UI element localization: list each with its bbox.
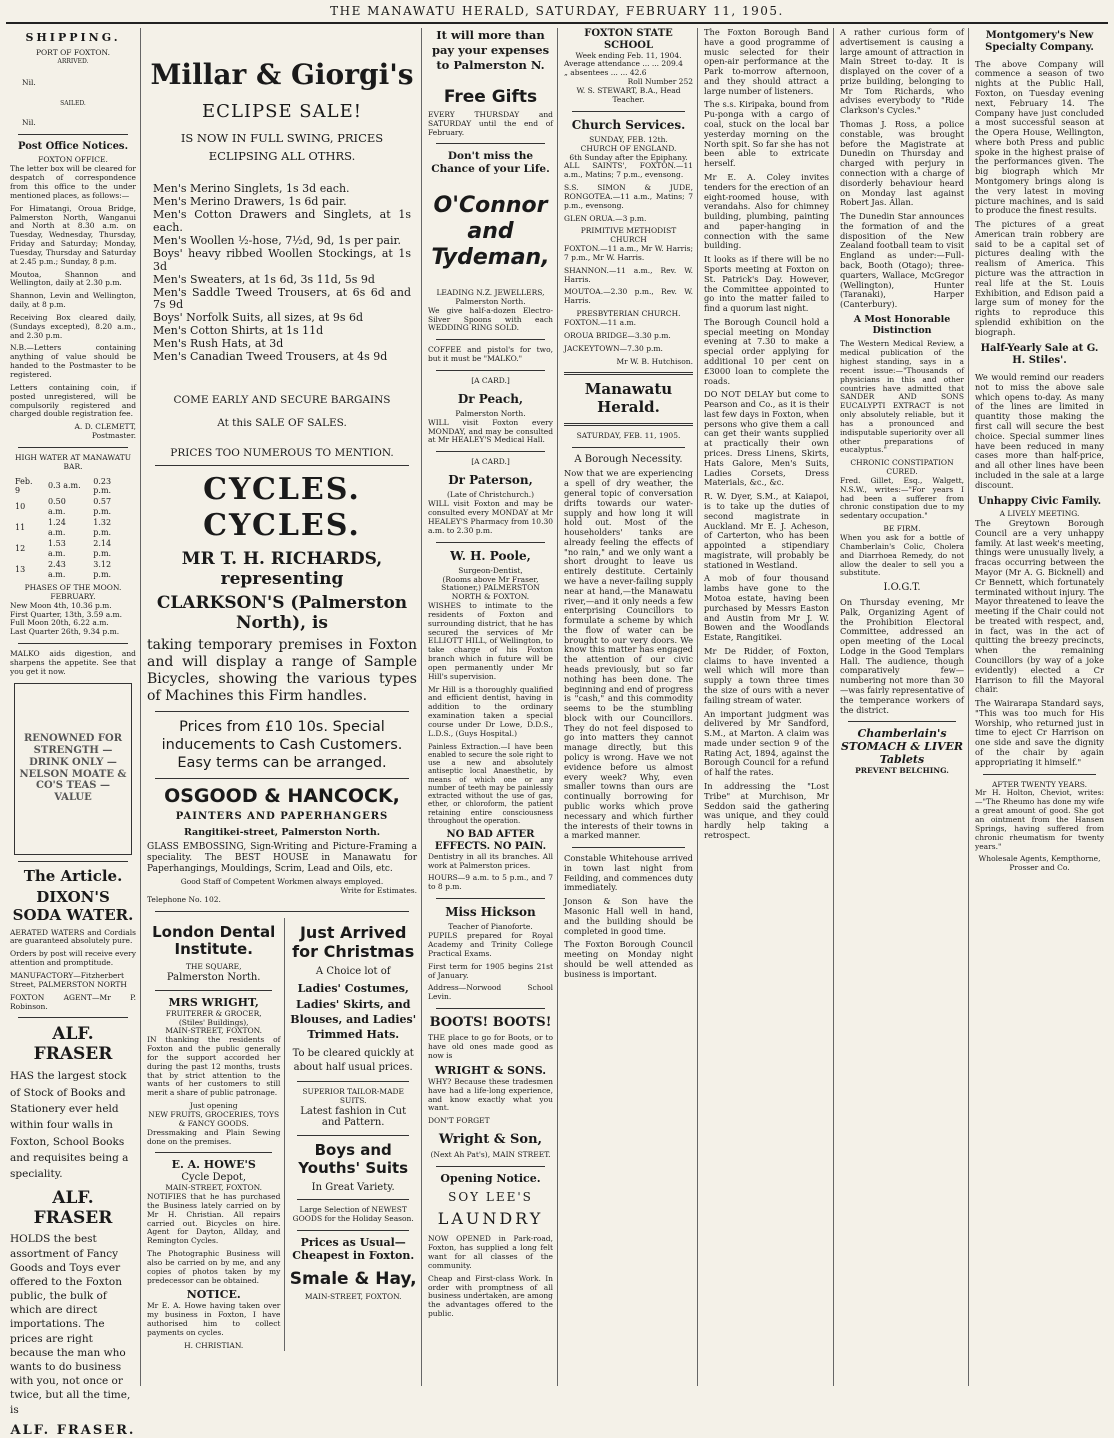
arrived-nil: Nil.	[22, 77, 36, 87]
sale-item: Boys' Norfolk Suits, all sizes, at 9s 6d	[153, 311, 364, 325]
editorial-heading: A Borough Necessity.	[574, 453, 683, 465]
iogt-heading: I.O.G.T.	[883, 582, 921, 594]
sailed-label: SAILED.	[60, 99, 86, 107]
sale-item: Men's Merino Drawers, 1s 6d pair.	[153, 194, 347, 208]
malko-ad: MALKO aids digestion, and sharpens the appetite. See that you get it now.	[10, 649, 136, 676]
sale-item: Men's Merino Singlets, 1s 3d each.	[153, 181, 350, 195]
wright-heading: MRS WRIGHT,	[168, 995, 259, 1009]
dr-peach-heading: Dr Peach,	[457, 391, 524, 406]
sale-items-list	[153, 183, 411, 365]
tide-cell: 12	[15, 543, 26, 553]
unhappy-heading: Unhappy Civic Family.	[977, 496, 1102, 508]
xmas-heading: Just Arrived for Christmas	[292, 922, 415, 961]
tide-row	[12, 518, 134, 537]
column-rule	[697, 28, 698, 1386]
tide-row	[12, 560, 134, 579]
tide-cell: 2.43 a.m.	[47, 560, 66, 579]
tide-row	[12, 539, 134, 558]
nelson-teas-stamp: RENOWNED FOR STRENGTH — DRINK ONLY — NELSON MOATE & CO'S TEAS — VALUE	[14, 683, 132, 855]
masthead: THE MANAWATU HERALD, SATURDAY, FEBRUARY 11, 1905.	[330, 4, 784, 18]
fraser-heading: ALF. FRASER	[33, 1024, 113, 1065]
tide-cell: 0.3 a.m.	[47, 481, 81, 491]
column-1: SHIPPING. PORT OF FOXTON. ARRIVED. Nil. SAILED. Nil. Post Office Notices. FOXTON OFFICE. The letter box will be cleared for despatch of correspondence from this office to the under mentioned places, as follows:— For Himatangi, Oroua Bridge, Palmerston North, Wanganui and North at 8.30 a.m. on Tuesday, Wednesday, Thursday, Friday and Saturday; Monday, Tuesday, Thursday and Saturday at 2.45 p.m.; Sunday, 8 p.m. Moutoa, Shannon and Wellington, daily at 2.30 p.m. Shannon, Levin and Wellington, daily, at 8 p.m. Receiving Box cleared daily, (Sundays excepted), 8.20 a.m., and 2.30 p.m. N.B.—Letters containing anything of value should be handed to the Postmaster to be registered. Letters containing coin, if posted unregistered, will be compulsorily registered and charged double registration fee. A. D. CLEMETT, Postmaster. HIGH WATER AT MANAWATU BAR. Feb. 9 0.3 a.m. 0.23 p.m. 10 0.50 a.m. 0.57 p.m. 11 1.24 a.m. 1.32 p.m. 12 1.53 a.m. 2.14 p.m. 13 2.43 a.m. 3.12 p.m. PHASES OF THE MOON. FEBRUARY. New Moon 4th, 10.36 p.m. First Quarter, 13th, 3.59 a.m. Full Moon 20th, 6.22 a.m. Last Quarter 26th, 9.34 p.m. MALKO aids digestion, and sharpens the appetite. See that you get it now. RENOWNED FOR STRENGTH — DRINK ONLY — NELSON MOATE & CO'S TEAS — VALUE The Article. DIXON'S SODA WATER. AERATED WATERS and Cordials are guaranteed absolutely pure. Orders by post will receive every attention and promptitude. MANUFACTORY—Fitzherbert Street, PALMERSTON NORTH FOXTON AGENT—Mr P. Robinson. ALF. FRASER HAS the largest stock of Stock of Books and Stationery ever held within four walls in Foxton, School Books and requisites being a speciality. ALF. FRASER HOLDS the best assortment of Fancy Goods and Toys ever offered to the Foxton public, the bulk of which are direct importations. The prices are right because the man who wants to do business with you, not once or twice, but all the time, is ALF. FRASER.	[10, 31, 136, 1438]
sale-item: Men's Cotton Shirts, at 1s 11d	[153, 324, 324, 338]
column-7: Montgomery's New Specialty Company. The above Company will commence a season of two nights at the Public Hall, Foxton, on Tuesday evening next, February 14. The Company have just concluded a most successful season at the Opera House, Wellington, where both Press and public spoke in the highest praise of the performances given. The big biograph which Mr Montgomery brings along is the very latest in moving picture machines, and is said to produce the finest results. The pictures of a great American train robbery are said to be a capital set of pictures dealing with the realism of America. This picture was the attraction in real life at the St. Louis Exhibition, and Edison paid a large sum of money for the rights to reproduce this splendid exhibition on the biograph. Half-Yearly Sale at G. H. Stiles'. We would remind our readers not to miss the above sale which opens to-day. As many of the lines are limited in quantity those making the first call will secure the best choice. Special summer lines have been reduced in many cases more than half-price, and all other lines have been included in the sale at a large discount. Unhappy Civic Family. A LIVELY MEETING. The Greytown Borough Council are a very unhappy family. At last week's meeting, things were unusually lively, a fracas occurring between the Mayor (Mr A. G. Bicknell) and Cr Bennett, which fortunately terminated without injury. The Mayor threatened to leave the meeting if the Chair could not be treated with respect, and, in fact, was in the act of quitting the breezy precincts, when the remaining Councillors (by way of a joke evidently) elected a Cr Harrison to fill the Mayoral chair. The Wairarapa Standard says, "This was too much for His Worship, who returned just in time to eject Cr Harrison on one side and save the dignity of the chair by again appropriating it himself." AFTER TWENTY YEARS. Mr H. Holton, Cheviot, writes:—"The Rheumo has done my wife a great amount of good. She got an ointment from the Hansen Springs, having suffered from chronic rheumatism for twenty years." Wholesale Agents, Kempthorne, Prosser and Co.	[975, 30, 1104, 873]
moon-phase-item: Full Moon 20th, 6.22 a.m.	[10, 618, 109, 628]
poole-heading: W. H. Poole,	[450, 548, 531, 563]
tide-cell: Feb. 9	[15, 476, 33, 496]
free-gifts-heading: Free Gifts	[443, 86, 538, 107]
column-3: It will more than pay your expenses to Palmerston N. Free Gifts EVERY THURSDAY and SATURDAY until the end of February. Don't miss the Chance of your Life. O'Connor and Tydeman, LEADING N.Z. JEWELLERS, Palmerston North. We give half-a-dozen Electro-Silver Spoons with each WEDDING RING SOLD. COFFEE and pistol's for two, but it must be "MALKO." [A CARD.] Dr Peach, Palmerston North. WILL visit Foxton every MONDAY, and may be consulted at Mr HEALEY'S Medical Hall. [A CARD.] Dr Paterson, (Late of Christchurch.) WILL visit Foxton and may be consulted every MONDAY at Mr HEALEY'S Pharmacy from 10.30 a.m. to 2.30 p.m. W. H. Poole, Surgeon-Dentist, (Rooms above Mr Fraser, Stationer,) PALMERSTON NORTH & FOXTON. WISHES to intimate to the residents of Foxton and surrounding district, that he has secured the services of Mr ELLIOTT HILL, of Wellington, to take charge of his Foxton branch which in future will be open permanently under Mr Hill's supervision. Mr Hill is a thoroughly qualified and efficient dentist, having in addition to the ordinary examination taken a special course under Dr Lowe, D.D.S., L.D.S., (Guys Hospital.) Painless Extraction.—I have been enabled to secure the sole right to use a new and absolutely antiseptic local Anaesthetic, by means of which one or any number of teeth may be painlessly extracted without the use of gas, ether, or chloroform, the patient retaining entire consciousness throughout the operation. NO BAD AFTER EFFECTS. NO PAIN. Dentistry in all its branches. All work at Palmerston prices. HOURS—9 a.m. to 5 p.m., and 7 to 8 p.m. Miss Hickson Teacher of Pianoforte. PUPILS prepared for Royal Academy and Trinity College Practical Exams. First term for 1905 begins 21st of January. Address—Norwood School Levin. BOOTS! BOOTS! THE place to go for Boots, or to have old ones made good as now is WRIGHT & SONS. WHY? Because these tradesmen have had a life-long experience, and know exactly what you want. DON'T FORGET Wright & Son, (Next Ah Pat's), MAIN STREET. Opening Notice. SOY LEE'S LAUNDRY NOW OPENED in Park-road, Foxton, has supplied a long felt want for all classes of the community. Cheap and First-class Work. In order with promptness of all business undertaken, are among the advantages offered to the public.	[428, 28, 553, 1319]
column-6: A rather curious form of advertisement is causing a large amount of attraction in Main Street to-day. It is displayed on the cover of a prize building, belonging to Mr Tom Richards, who advises everybody to "Ride Clarkson's Cycles." Thomas J. Ross, a police constable, was brought before the Magistrate at Dunedin on Thursday and charged with perjury in connection with a charge of disorderly behaviour heard on Monday last against Robert Jas. Allan. The Dunedin Star announces the formation of and the disposition of the New Zealand football team to visit England as under:—Full-back, Booth (Otago); three-quarters, Wallace, McGregor (Wellington), Hunter (Taranaki), Harper (Canterbury). A Most Honorable Distinction The Western Medical Review, a medical publication of the highest standing, says in a recent issue:—"Thousands of physicians in this and other countries have admitted that SANDER AND SONS EUCALYPTI EXTRACT is not only absolutely reliable, but it has a pronounced and indisputable superiority over all other preparations of eucalyptus." CHRONIC CONSTIPATION CURED. Fred. Gillet, Esq., Walgett, N.S.W., writes:—"For years I had been a sufferer from chronic constipation due to my sedentary occupation." BE FIRM. When you ask for a bottle of Chamberlain's Colic, Cholera and Diarrhoea Remedy, do not allow the dealer to sell you a substitute. I.O.G.T. On Thursday evening, Mr Palk, Organizing Agent of the Prohibition Electoral Committee, addressed an open meeting of the Local Lodge in the Good Templars Hall. The audience, though comparatively few—numbering not more than 30—was fairly representative of the temperance workers of the district. Chamberlain's STOMACH & LIVER Tablets PREVENT BELCHING.	[840, 27, 964, 776]
masthead-rule	[6, 22, 1108, 24]
tide-cell: 13	[15, 564, 26, 574]
moon-heading: PHASES OF THE MOON.	[24, 582, 122, 592]
tide-cell: 11	[15, 523, 26, 533]
sale-item: Men's Canadian Tweed Trousers, at 4s 9d	[153, 350, 388, 364]
howe-heading: E. A. HOWE'S	[171, 1158, 256, 1172]
moon-phase-item: Last Quarter 26th, 9.34 p.m.	[10, 627, 120, 637]
sailed-nil: Nil.	[22, 117, 36, 127]
edition-date: SATURDAY, FEB. 11, 1905.	[576, 430, 681, 440]
cycles-heading: CYCLES. CYCLES.	[203, 472, 361, 543]
sale-item: Men's Saddle Tweed Trousers, at 6s 6d and 7s 9d	[153, 285, 411, 312]
sale-item: Men's Rush Hats, at 3d	[153, 337, 284, 351]
tide-cell: 1.53 a.m.	[47, 539, 66, 558]
moon-phase-item: First Quarter, 13th, 3.59 a.m.	[10, 609, 123, 619]
tide-cell: 1.24 a.m.	[47, 518, 66, 537]
port-heading: PORT OF FOXTON.	[35, 47, 110, 57]
school-heading: FOXTON STATE SCHOOL	[584, 28, 673, 51]
column-rule	[421, 28, 422, 1386]
column-rule	[833, 28, 834, 1386]
tide-cell: 3.12 p.m.	[93, 560, 112, 579]
shipping-heading: SHIPPING.	[25, 31, 121, 44]
boots-heading: BOOTS! BOOTS!	[429, 1015, 552, 1031]
postmaster-name: A. D. CLEMETT,	[74, 422, 136, 432]
millar-giorgi-heading: Millar & Giorgi's	[150, 58, 414, 91]
tide-cell: 0.23 p.m.	[93, 476, 112, 496]
tide-cell: 2.14 p.m.	[93, 539, 112, 558]
tide-row	[12, 477, 134, 496]
tide-cell: 10	[15, 502, 26, 512]
montgomery-heading: Montgomery's New Specialty Company.	[985, 30, 1094, 53]
dixon-heading: DIXON'S	[36, 888, 110, 907]
editorial-body: Now that we are experiencing a spell of dry weather, the general topic of conversation drifts towards our water-supply and how long it will hold out. Most of the householders' tanks are already feeling the effects of "no rain," and we only want a short drought to leave us entirely destitute. Certainly we have a never-failing supply near at hand,—the Manawatu river,—and it only needs a few enterprising Councillors to formulate a scheme by which the flow of water can be brought to our very doors. We know this matter has engaged the attention of our civic heads previously, but so far nothing has been done. The beginning and end of progress is "cash," and this commodity seems to be the stumbling block with our Councillors. They do not feel disposed to go into matters they cannot manage directly, but this policy is wrong. Have we not evidence before us almost every week? Why, even smaller towns than ours are continually borrowing for public works which prove necessary and which further the interests of their towns in a marked manner.	[564, 468, 693, 841]
church-heading: Church Services.	[571, 117, 686, 132]
post-office-heading: Post Office Notices.	[17, 140, 129, 152]
soy-lee-heading: SOY LEE'S	[448, 1190, 533, 1205]
article-heading: The Article.	[23, 866, 123, 885]
column-rule	[557, 28, 558, 1386]
moon-phases	[10, 602, 136, 637]
tide-cell: 1.32 p.m.	[93, 518, 112, 537]
dr-paterson-heading: Dr Paterson,	[448, 473, 533, 488]
hickson-heading: Miss Hickson	[445, 905, 536, 920]
osgood-hancock-heading: OSGOOD & HANCOCK,	[164, 784, 400, 807]
sale-item: Men's Cotton Drawers and Singlets, at 1s each.	[153, 207, 411, 234]
arrived-label: ARRIVED.	[57, 57, 89, 65]
tide-cell: 0.57 p.m.	[93, 497, 112, 516]
high-water-heading: HIGH WATER AT MANAWATU BAR.	[14, 452, 132, 471]
honorable-heading: A Most Honorable Distinction	[853, 313, 951, 337]
column-5: The Foxton Borough Band have a good programme of music selected for their open-air performance at the Park to-morrow afternoon, and they should attract a large number of listeners. The s.s. Kiripaka, bound from Pu-ponga with a cargo of coal, stuck on the local bar yesterday morning on the North spit. So far she has not been able to extricate herself. Mr E. A. Coley invites tenders for the erection of an eight-roomed house, with verandahs. Also for chimney building, plumbing, painting and paper-hanging in connection with the same building. It looks as if there will be no Sports meeting at Foxton on St. Patrick's Day. However, the Committee appointed to go into the matter failed to find a quorum last night. The Borough Council hold a special meeting on Monday evening at 7.30 to make a special order applying for additional 10 per cent on £3000 loan to complete the roads. DO NOT DELAY but come to Pearson and Co., as it is their last few days in Foxton, when persons who give them a call can get their wants supplied at practically their own prices. Dress Linens, Skirts, Hats Galore, Men's Suits, Ladies Corsets, Dress Materials, &c., &c. R. W. Dyer, S.M., at Kaiapoi, is to take up the duties of second magistrate in Auckland. Mr E. J. Acheson, of Carterton, who has been appointed a stipendiary magistrate, will probably be stationed in Westland. A mob of four thousand lambs have gone to the Motoa estate, having been purchased by Messrs Easton and Austin from Mr J. W. Bowen and the Woodlands Estate, Rangitikei. Mr De Ridder, of Foxton, claims to have invented a well which will more than supply a town three times the size of ours with a never failing stream of water. An important judgment was delivered by Mr Sandford, S.M., at Marton. A claim was made under section 9 of the Rating Act, 1894, against the Borough Council for a refund of half the rates. In addressing the "Lost Tribe" at Murchison, Mr Seddon said the gathering was unique, and they could hardly help taking a retrospect.	[704, 27, 829, 840]
halfyearly-heading: Half-Yearly Sale at G. H. Stiles'.	[980, 343, 1099, 367]
post-office-text: The letter box will be cleared for despatch of correspondence from this office to the under mentioned places, as follows:—	[10, 164, 136, 200]
column-rule	[968, 28, 969, 1386]
column-rule	[140, 28, 141, 1386]
column-2: Millar & Giorgi's ECLIPSE SALE! IS NOW IN FULL SWING, PRICES ECLIPSING ALL OTHRS. Men's Merino Singlets, 1s 3d each. Men's Merino Drawers, 1s 6d pair. Men's Cotton Drawers and Singlets, at 1s each. Men's Woollen ½-hose, 7½d, 9d, 1s per pair. Boys' heavy ribbed Woollen Stockings, at 1s 3d Men's Sweaters, at 1s 6d, 3s 11d, 5s 9d Men's Saddle Tweed Trousers, at 6s 6d and 7s 9d Boys' Norfolk Suits, all sizes, at 9s 6d Men's Cotton Shirts, at 1s 11d Men's Rush Hats, at 3d Men's Canadian Tweed Trousers, at 4s 9d COME EARLY AND SECURE BARGAINS At this SALE OF SALES. PRICES TOO NUMEROUS TO MENTION. CYCLES. CYCLES. MR T. H. RICHARDS, representing CLARKSON'S (Palmerston North), is taking temporary premises in Foxton and will display a range of Sample Bicycles, showing the various types of Machines this Firm handles. Prices from £10 10s. Special inducements to Cash Customers. Easy terms can be arranged. OSGOOD & HANCOCK, PAINTERS AND PAPERHANGERS Rangitikei-street, Palmerston North. GLASS EMBOSSING, Sign-Writing and Picture-Framing a speciality. The BEST HOUSE in Manawatu for Paperhangings, Mouldings, Scrim, Lead and Oils, etc. Good Staff of Competent Workmen always employed. Write for Estimates. Telephone No. 102. London Dental Institute. THE SQUARE, Palmerston North. MRS WRIGHT, FRUITERER & GROCER, (Stiles' Buildings), MAIN-STREET, FOXTON. IN thanking the residents of Foxton and the public generally for the support accorded her during the past 12 months, trusts that by strict attention to the wants of her customers to still merit a share of public patronage. Just opening NEW FRUITS, GROCERIES, TOYS & FANCY GOODS. Dressmaking and Plain Sewing done on the premises. E. A. HOWE'S Cycle Depot, MAIN-STREET, FOXTON. NOTIFIES that he has purchased the Business lately carried on by Mr H. Christian. All repairs carried out. Bicycles on hire. Agent for Dayton, Allday, and Remington Cycles. The Photographic Business will also be carried on by me, and any copies of photos taken by my predecessor can be obtained. NOTICE. Mr E. A. Howe having taken over my business in Foxton, I have authorised him to collect payments on cycles. H. CHRISTIAN. Just Arrived for Christmas A Choice lot of Ladies' Costumes, Ladies' Skirts, and Blouses, and Ladies' Trimmed Hats. To be cleared quickly at about half usual prices. SUPERIOR TAILOR-MADE SUITS. Latest fashion in Cut and Pattern. Boys and Youths' Suits In Great Variety. Large Selection of NEWEST GOODS for the Holiday Season. Prices as Usual— Cheapest in Foxton. Smale & Hay, MAIN-STREET, FOXTON.	[147, 58, 417, 1350]
london-dental-heading: London Dental Institute.	[152, 922, 276, 959]
foxton-office-heading: FOXTON OFFICE.	[38, 155, 108, 165]
sale-item: Boys' heavy ribbed Woollen Stockings, at 1s 3d	[153, 246, 411, 273]
tide-table	[10, 475, 136, 581]
tide-row	[12, 497, 134, 516]
oconnor-tydeman-heading: O'Connor and Tydeman,	[431, 193, 550, 271]
smale-hay-heading: Smale & Hay,	[289, 1268, 417, 1289]
chamberlain-ad: Chamberlain's STOMACH & LIVER Tablets	[840, 727, 964, 767]
herald-nameplate: Manawatu Herald.	[584, 380, 673, 417]
column-4: FOXTON STATE SCHOOL Week ending Feb. 11, 1904. Average attendance ... ... 209.4 „ absentees ... ... 42.6 Roll Number 252 W. S. STEWART, B.A., Head Teacher. Church Services. SUNDAY, FEB. 12th. CHURCH OF ENGLAND. 6th Sunday after the Epiphany. ALL SAINTS', FOXTON.—11 a.m., Matins; 7 p.m., evensong. S.S. SIMON & JUDE, RONGOTEA.—11 a.m., Matins; 7 p.m., evensong. GLEN ORUA.—3 p.m. PRIMITIVE METHODIST CHURCH FOXTON.—11 a.m., Mr W. Harris; 7 p.m., Mr W. Harris. SHANNON.—11 a.m., Rev. W. Harris. MOUTOA.—2.30 p.m., Rev. W. Harris. PRESBYTERIAN CHURCH. FOXTON.—11 a.m. OROUA BRIDGE—3.30 p.m. JACKEYTOWN—7.30 p.m. Mr W. B. Hutchison. Manawatu Herald. SATURDAY, FEB. 11, 1905. A Borough Necessity. Now that we are experiencing a spell of dry weather, the general topic of conversation drifts towards our water-supply and how long it will hold out. Most of the householders' tanks are already feeling the effects of "no rain," and we only want a short drought to leave us entirely destitute. Certainly we have a never-failing supply near at hand,—the Manawatu river,—and it only needs a few enterprising Councillors to formulate a scheme by which the flow of water can be brought to our very doors. We know this matter has engaged the attention of our civic heads previously, but so far nothing has been done. The beginning and end of progress is "cash," and this commodity seems to be the stumbling block with our Councillors. They do not feel disposed to go into matters they cannot manage directly, but this policy is wrong. Have we not evidence before us almost every week? Why, even smaller towns than ours are continually borrowing for public works which prove necessary and which further the interests of their towns in a marked manner. Constable Whitehouse arrived in town last night from Feilding, and commences duty immediately. Jonson & Son have the Masonic Hall well in hand, and the building should be completed in good time. The Foxton Borough Council meeting on Monday night should be well attended as business is important.	[564, 28, 693, 979]
sale-item: Men's Woollen ½-hose, 7½d, 9d, 1s per pair.	[153, 233, 402, 247]
tide-cell: 0.50 a.m.	[47, 497, 66, 516]
moon-phase-item: New Moon 4th, 10.36 p.m.	[10, 600, 112, 610]
sale-item: Men's Sweaters, at 1s 6d, 3s 11d, 5s 9d	[153, 272, 375, 286]
